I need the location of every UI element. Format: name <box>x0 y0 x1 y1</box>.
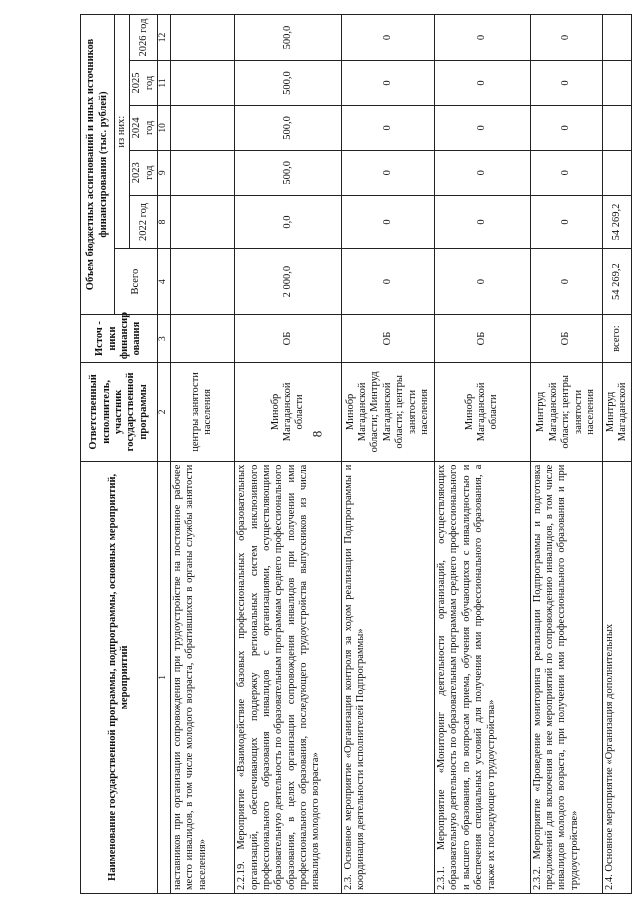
row-source: ОБ <box>342 314 435 362</box>
row-source: ОБ <box>530 314 603 362</box>
row-source: ОБ <box>435 314 530 362</box>
index-cell: 9 <box>158 150 171 195</box>
page-number: 8 <box>309 430 325 438</box>
row-value: 500,0 <box>235 150 342 195</box>
header-year: 2025 год <box>130 61 158 106</box>
row-value: 0 <box>342 15 435 61</box>
row-value: 0 <box>530 105 603 150</box>
row-value <box>603 15 632 61</box>
index-cell: 8 <box>158 195 171 249</box>
row-value: 0 <box>342 61 435 106</box>
row-responsible: центры занятости населения <box>170 363 234 462</box>
table-row <box>235 15 342 894</box>
row-value <box>603 61 632 106</box>
row-value: 54 269,2 <box>603 195 632 249</box>
row-value: 0 <box>342 150 435 195</box>
row-value: 0 <box>530 195 603 249</box>
row-total: 0 <box>342 249 435 315</box>
header-year: 2022 год <box>130 195 158 249</box>
row-value <box>170 105 234 150</box>
header-financing-group: Объем бюджетных ассигнований и иных источников финансирования (тыс. рублей) <box>81 15 115 315</box>
row-value: 0 <box>530 150 603 195</box>
row-value: 0 <box>435 15 530 61</box>
index-cell: 3 <box>158 314 171 362</box>
header-source: Источ - ники финансир ования <box>81 314 158 362</box>
index-cell: 1 <box>158 461 171 893</box>
header-name: Наименование государственной программы, подпрограммы, основных мероприятий, мероприятий <box>81 461 158 893</box>
row-value: 0 <box>530 15 603 61</box>
row-total <box>170 249 234 315</box>
row-value <box>603 150 632 195</box>
column-index-row <box>158 15 171 894</box>
header-total: Всего <box>115 249 158 315</box>
header-year: 2023 год <box>130 150 158 195</box>
index-cell: 12 <box>158 15 171 61</box>
row-value: 0 <box>342 195 435 249</box>
rotated-page <box>80 14 632 894</box>
row-value: 0 <box>435 61 530 106</box>
table-row <box>342 15 435 894</box>
index-cell: 2 <box>158 363 171 462</box>
row-value: 0 <box>342 105 435 150</box>
row-value: 500,0 <box>235 105 342 150</box>
row-value: 500,0 <box>235 61 342 106</box>
row-total: 0 <box>530 249 603 315</box>
row-name: 2.4. Основное мероприятие «Организация дополнительных <box>603 461 632 893</box>
row-responsible: Минтруд Магаданской области; центры занятости населения <box>530 363 603 462</box>
row-name: 2.3. Основное мероприятие «Организация контроля за ходом реализации Подпрограммы и координация деятельности исполнителей Подпрограммы» <box>342 461 435 893</box>
row-name: 2.2.19. Мероприятие «Взаимодействие базовых профессиональных образовательных организаций, обеспечивающих поддержку региональных систем инклюзивного профессионального образования инвалидов с организациями, осуществляющими образовательную деятельность по образовательным программам среднего профессионального образования, в целях организации сопровождения инвалидов при получении ими профессионального образования, последующего трудоустройства выпускников из числа инвалидов молодого возраста» <box>235 461 342 893</box>
row-value: 0 <box>435 150 530 195</box>
header-responsible: Ответственный исполнитель, участник государственной программы <box>81 363 158 462</box>
row-value <box>170 195 234 249</box>
row-value <box>170 150 234 195</box>
row-responsible: Минобр Магаданской области; Минтруд Магаданской области; центры занятости населения <box>342 363 435 462</box>
row-total: 54 269,2 <box>603 249 632 315</box>
row-value <box>603 105 632 150</box>
row-source: всего: <box>603 314 632 362</box>
table-row <box>435 15 530 894</box>
row-value: 500,0 <box>235 15 342 61</box>
row-value <box>170 15 234 61</box>
header-including: из них: <box>115 15 130 249</box>
row-responsible: Минобр Магаданской области <box>235 363 342 462</box>
header-year: 2024 год <box>130 105 158 150</box>
row-source <box>170 314 234 362</box>
index-cell: 10 <box>158 105 171 150</box>
row-value: 0 <box>435 105 530 150</box>
table-row <box>530 15 603 894</box>
row-source: ОБ <box>235 314 342 362</box>
row-total: 2 000,0 <box>235 249 342 315</box>
table-row <box>603 15 632 894</box>
row-responsible: Минобр Магаданской области <box>435 363 530 462</box>
row-name: 2.3.2. Мероприятие «Проведение мониторинга реализации Подпрограммы и подготовка предложений для включения в нее мероприятий по сопровождению инвалидов, в том числе инвалидов молодого возраста, при получении ими профессионального образования и при трудоустройстве» <box>530 461 603 893</box>
row-name: наставников при организации сопровождения при трудоустройстве на постоянное рабочее место инвалидов, в том числе молодого возраста, обратившихся в органы службы занятости населения» <box>170 461 234 893</box>
program-financing-table <box>80 14 632 894</box>
index-cell: 11 <box>158 61 171 106</box>
row-value: 0,0 <box>235 195 342 249</box>
table-row <box>170 15 234 894</box>
index-cell: 4 <box>158 249 171 315</box>
header-year: 2026 год <box>130 15 158 61</box>
row-total: 0 <box>435 249 530 315</box>
row-value: 0 <box>530 61 603 106</box>
row-responsible: Минтруд Магаданской <box>603 363 632 462</box>
row-value <box>170 61 234 106</box>
row-value: 0 <box>435 195 530 249</box>
row-name: 2.3.1. Мероприятие «Мониторинг деятельности организаций, осуществляющих образовательную деятельность по образовательным программам среднего профессионального и высшего образования, по вопросам приема, обучения обучающихся с инвалидностью и обеспечения специальных условий для получения ими профессионального образования, а также их последующего трудоустройства» <box>435 461 530 893</box>
